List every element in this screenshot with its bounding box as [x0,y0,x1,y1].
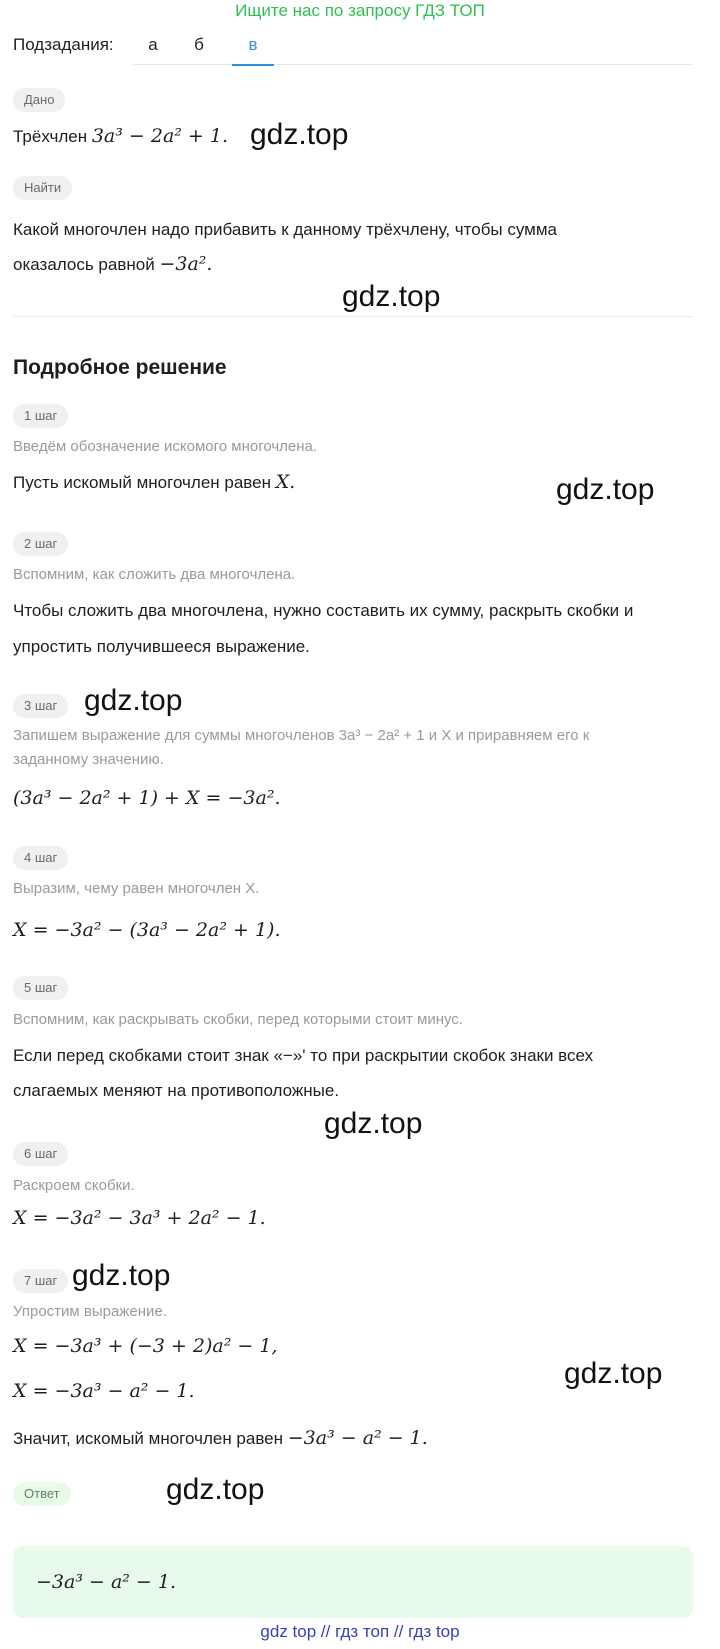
answer-chip: Ответ [13,1482,71,1506]
step-3-hint-2: заданному значению. [13,751,164,768]
step-2-line2: упростить получившееся выражение. [13,637,310,656]
step-3-chip: 3 шаг [13,694,68,718]
step-2-hint: Вспомним, как сложить два многочлена. [13,566,296,583]
given-chip: Дано [13,88,65,112]
watermark: gdz.top [72,1259,171,1292]
step-6-hint: Раскроем скобки. [13,1177,135,1194]
step-5-line2: слагаемых меняют на противоположные. [13,1081,340,1100]
step-7-conclusion [13,1420,428,1457]
step-1-text [13,464,295,501]
subtasks-label: Подзадания: [13,35,114,54]
step-5-chip: 5 шаг [13,976,68,1000]
active-tab-indicator [232,64,274,66]
watermark: gdz.top [166,1473,265,1506]
tab-v[interactable]: в [248,35,258,54]
step-1-math: X. [275,471,296,493]
step-1-text-prefix: Пусть искомый многочлен равен [13,473,271,492]
find-math: −3a². [159,253,213,275]
tab-a[interactable]: а [148,35,158,54]
step-2-chip: 2 шаг [13,532,68,556]
tab-b[interactable]: б [194,35,204,54]
tabs-divider [133,64,693,65]
step-7-hint: Упростим выражение. [13,1303,167,1320]
watermark: gdz.top [564,1357,663,1390]
step-7-math-1: X = −3a³ + (−3 + 2)a² − 1, [13,1335,278,1357]
step-7-conclusion-math: −3a³ − a² − 1. [287,1427,428,1449]
step-3-hint-1: Запишем выражение для суммы многочленов 3a³ − 2a² + 1 и X и приравняем его к [13,727,590,744]
find-chip: Найти [13,176,72,200]
step-1-hint: Введём обозначение искомого многочлена. [13,438,318,455]
step-6-chip: 6 шаг [13,1142,68,1166]
solution-title: Подробное решение [13,356,227,379]
step-4-math: X = −3a² − (3a³ − 2a² + 1). [13,919,281,941]
step-7-math-2: X = −3a³ − a² − 1. [13,1380,195,1402]
step-4-hint: Выразим, чему равен многочлен X. [13,880,260,897]
step-5-line1: Если перед скобками стоит знак «−»' то при раскрытии скобок знаки всех [13,1046,594,1065]
watermark: gdz.top [342,280,441,313]
step-1-chip: 1 шаг [13,404,68,428]
given-prefix: Трёхчлен [13,127,88,146]
footer-links[interactable]: gdz top // гдз топ // гдз top [260,1622,460,1641]
given-text [13,118,228,155]
step-7-conclusion-prefix: Значит, искомый многочлен равен [13,1429,284,1448]
step-5-hint: Вспомним, как раскрывать скобки, перед которыми стоит минус. [13,1011,463,1028]
section-divider [13,316,693,317]
given-math: 3a³ − 2a² + 1. [91,125,229,147]
watermark: gdz.top [84,684,183,717]
step-6-math: X = −3a² − 3a³ + 2a² − 1. [13,1207,266,1229]
step-3-math: (3a³ − 2a² + 1) + X = −3a². [13,787,281,809]
step-2-line1: Чтобы сложить два многочлена, нужно составить их сумму, раскрыть скобки и [13,601,634,620]
step-7-chip: 7 шаг [13,1269,68,1293]
watermark: gdz.top [324,1107,423,1140]
answer-math: −3a³ − a² − 1. [36,1571,177,1593]
find-line2-prefix: оказалось равной [13,255,155,274]
search-banner: Ищите нас по запросу ГДЗ ТОП [235,1,485,20]
watermark: gdz.top [556,473,655,506]
find-line2 [13,246,212,283]
step-4-chip: 4 шаг [13,846,68,870]
watermark: gdz.top [250,118,349,151]
find-line1: Какой многочлен надо прибавить к данному трёхчлену, чтобы сумма [13,220,558,239]
